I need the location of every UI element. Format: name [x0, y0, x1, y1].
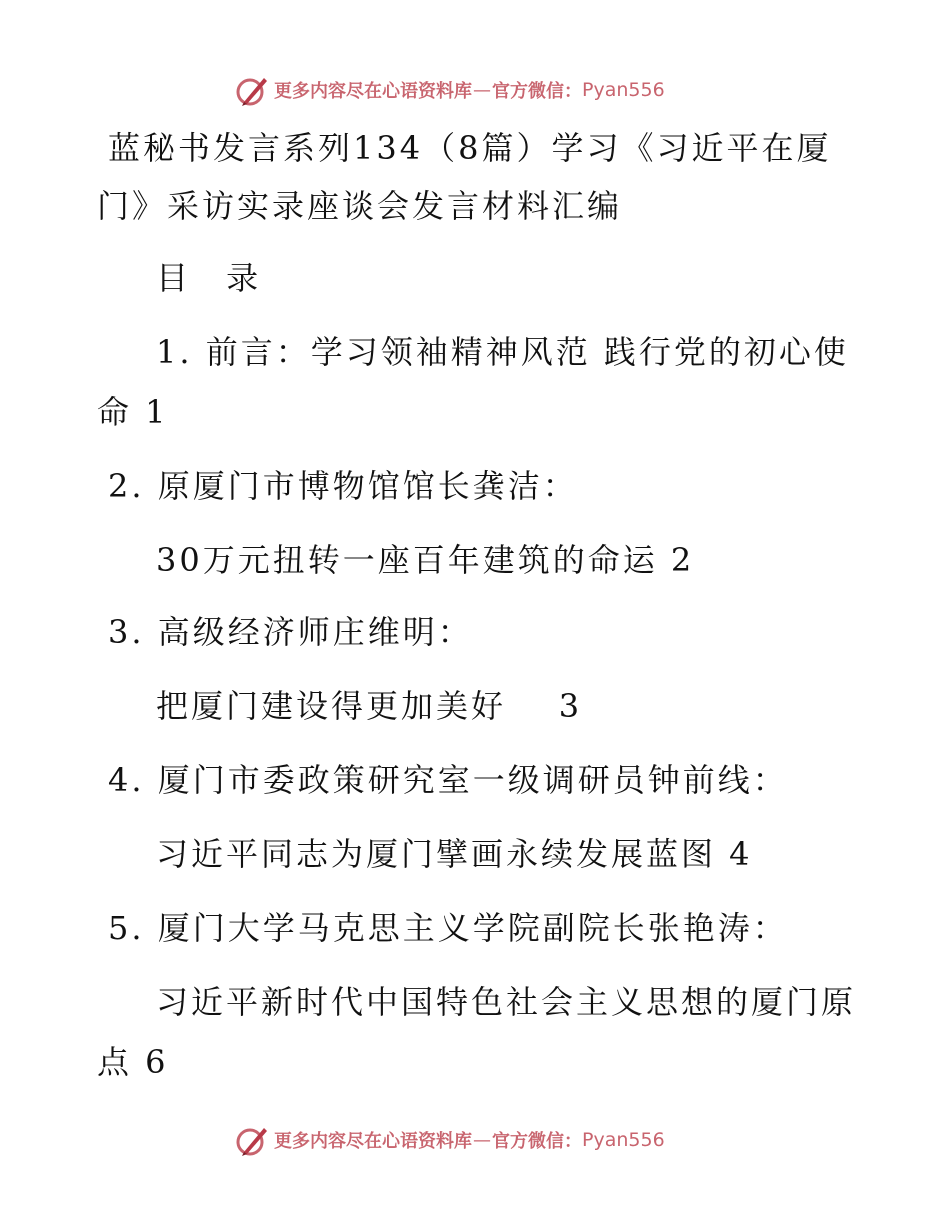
toc-entry-1-line-1: 1. 前言：学习领袖精神风范 践行党的初心使 [156, 333, 849, 371]
toc-entry-3-line-2: 把厦门建设得更加美好 3 [156, 687, 583, 725]
banner-wechat-label: 官方微信： [492, 1131, 582, 1152]
toc-entry-4-line-1: 4. 厦门市委政策研究室一级调研员钟前线： [108, 761, 788, 799]
toc-entry-5-line-3: 点 6 [97, 1043, 169, 1081]
toc-entry-1-line-2: 命 1 [97, 393, 169, 431]
toc-entry-5-line-1: 5. 厦门大学马克思主义学院副院长张艳涛： [108, 909, 788, 947]
header-banner [234, 70, 665, 110]
document-title-line-2: 门》采访实录座谈会发言材料汇编 [97, 187, 623, 225]
toc-entry-2-line-2: 30万元扭转一座百年建筑的命运 2 [156, 541, 695, 579]
quill-pen-logo-icon [234, 72, 270, 108]
toc-heading: 目 录 [156, 259, 273, 297]
banner-wechat-id: Pyan556 [582, 1129, 665, 1151]
toc-entry-2-line-1: 2. 原厦门市博物馆馆长龚洁： [108, 467, 578, 505]
document-title-line-1: 蓝秘书发言系列134（8篇）学习《习近平在厦 [108, 129, 832, 167]
banner-separator: — [473, 1129, 491, 1151]
quill-pen-logo-icon [234, 1122, 270, 1158]
banner-text: 更多内容尽在心语资料库 [274, 1131, 472, 1152]
banner-text: 更多内容尽在心语资料库 [274, 81, 472, 102]
toc-entry-3-line-1: 3. 高级经济师庄维明： [108, 613, 473, 651]
banner-separator: — [473, 79, 491, 101]
footer-banner [234, 1120, 665, 1160]
toc-entry-5-line-2: 习近平新时代中国特色社会主义思想的厦门原 [156, 983, 857, 1021]
banner-wechat-label: 官方微信： [492, 81, 582, 102]
toc-entry-4-line-2: 习近平同志为厦门擘画永续发展蓝图 4 [156, 835, 753, 873]
banner-wechat-id: Pyan556 [582, 79, 665, 101]
